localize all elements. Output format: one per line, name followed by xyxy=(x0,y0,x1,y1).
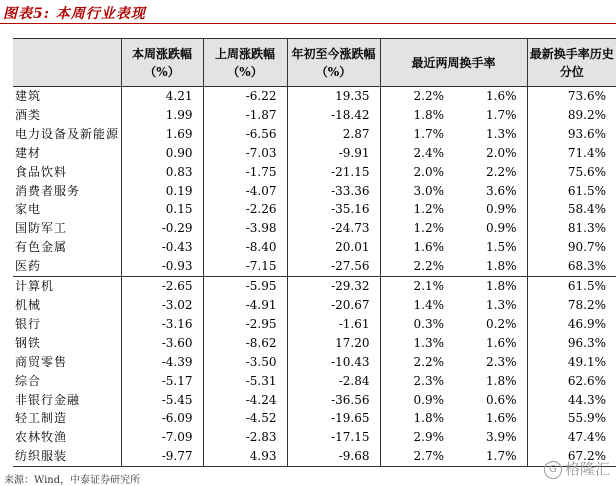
table-row xyxy=(13,409,616,428)
turnover-this-week-cell: 1.6% xyxy=(486,335,517,350)
turnover-percentile-cell: 90.7% xyxy=(527,238,616,257)
turnover-this-week-cell: 0.2% xyxy=(486,316,517,331)
turnover-prev-week-cell: 2.7% xyxy=(380,447,454,466)
turnover-percentile-cell: 61.5% xyxy=(527,182,616,201)
ytd-change-cell: 20.01 xyxy=(287,238,380,257)
table-body xyxy=(13,87,616,467)
industry-name-cell: 商贸零售 xyxy=(15,354,68,369)
industry-name-cell: 机械 xyxy=(15,297,42,312)
turnover-this-week-cell: 1.5% xyxy=(486,240,517,255)
turnover-this-week-cell: 1.3% xyxy=(486,126,517,141)
table-row xyxy=(13,144,616,163)
turnover-percentile-cell: 58.4% xyxy=(527,200,616,219)
turnover-prev-week-cell: 1.6% xyxy=(380,238,454,257)
turnover-this-week-cell: 2.2% xyxy=(486,164,517,179)
last-week-change-cell: -6.22 xyxy=(203,87,287,106)
turnover-this-week-cell: 2.3% xyxy=(486,354,517,369)
last-week-change-cell: -6.56 xyxy=(203,125,287,144)
table-row xyxy=(13,391,616,410)
table-row xyxy=(13,87,616,106)
turnover-prev-week-cell: 2.0% xyxy=(380,163,454,182)
ytd-change-cell: -1.61 xyxy=(287,315,380,334)
ytd-change-cell: 19.35 xyxy=(287,87,380,106)
last-week-change-cell: -2.95 xyxy=(203,315,287,334)
industry-name-cell: 建筑 xyxy=(15,89,42,103)
table-row xyxy=(13,372,616,391)
figure-title: 图表5: 本周行业表现 xyxy=(3,6,146,22)
ytd-change-cell: -19.65 xyxy=(287,409,380,428)
turnover-this-week-cell: 1.8% xyxy=(486,373,517,388)
last-week-change-cell: -1.75 xyxy=(203,163,287,182)
industry-name-cell: 消费者服务 xyxy=(15,183,81,198)
ytd-change-cell: 17.20 xyxy=(287,334,380,353)
week-change-cell: 0.15 xyxy=(121,200,203,219)
week-change-cell: -0.93 xyxy=(121,257,203,276)
turnover-prev-week-cell: 1.3% xyxy=(380,334,454,353)
last-week-change-cell: -7.03 xyxy=(203,144,287,163)
week-change-cell: -3.60 xyxy=(121,334,203,353)
week-change-cell: -2.65 xyxy=(121,277,203,296)
ytd-change-cell: -17.15 xyxy=(287,428,380,447)
turnover-prev-week-cell: 2.3% xyxy=(380,372,454,391)
last-week-change-cell: -4.24 xyxy=(203,391,287,410)
industry-name-cell: 综合 xyxy=(15,373,42,388)
week-change-cell: -0.43 xyxy=(121,238,203,257)
watermark-text: 格隆汇 xyxy=(564,460,610,478)
table-row xyxy=(13,200,616,219)
industry-name-cell: 有色金属 xyxy=(15,240,68,255)
turnover-percentile-cell: 73.6% xyxy=(527,87,616,106)
industry-performance-table xyxy=(13,38,616,467)
turnover-this-week-cell: 1.7% xyxy=(486,107,517,122)
turnover-prev-week-cell: 2.9% xyxy=(380,428,454,447)
turnover-percentile-cell: 46.9% xyxy=(527,315,616,334)
ytd-change-cell: -27.56 xyxy=(287,257,380,276)
turnover-prev-week-cell: 2.4% xyxy=(380,144,454,163)
turnover-percentile-cell: 67.2% xyxy=(527,447,616,466)
ytd-change-cell: -18.42 xyxy=(287,106,380,125)
table-row xyxy=(13,219,616,238)
table-row xyxy=(13,353,616,372)
ytd-change-cell: -33.36 xyxy=(287,182,380,201)
last-week-change-cell: -5.31 xyxy=(203,372,287,391)
header-industry xyxy=(13,39,121,87)
week-change-cell: -7.09 xyxy=(121,428,203,447)
header-ytd-change: 年初至今涨跌幅（%） xyxy=(287,39,380,87)
ytd-change-cell: -36.56 xyxy=(287,391,380,410)
turnover-prev-week-cell: 1.2% xyxy=(380,200,454,219)
turnover-this-week-cell: 1.6% xyxy=(486,411,517,426)
turnover-percentile-cell: 78.2% xyxy=(527,296,616,315)
turnover-this-week-cell: 3.9% xyxy=(486,430,517,445)
week-change-cell: 1.99 xyxy=(121,106,203,125)
turnover-percentile-cell: 49.1% xyxy=(527,353,616,372)
table-row xyxy=(13,315,616,334)
header-turnover-percentile: 最新换手率历史分位 xyxy=(527,39,616,87)
last-week-change-cell: -3.50 xyxy=(203,353,287,372)
table-row xyxy=(13,238,616,257)
turnover-prev-week-cell: 3.0% xyxy=(380,182,454,201)
industry-name-cell: 钢铁 xyxy=(15,335,42,350)
turnover-this-week-cell: 1.8% xyxy=(454,277,527,296)
table-row xyxy=(13,163,616,182)
title-divider xyxy=(0,23,616,24)
last-week-change-cell: -4.91 xyxy=(203,296,287,315)
week-change-cell: -3.02 xyxy=(121,296,203,315)
turnover-this-week-cell: 2.0% xyxy=(486,145,517,160)
turnover-this-week-cell: 1.6% xyxy=(486,89,517,103)
industry-name-cell: 轻工制造 xyxy=(15,411,68,426)
last-week-change-cell: -5.95 xyxy=(203,277,287,296)
week-change-cell: 0.19 xyxy=(121,182,203,201)
turnover-percentile-cell: 96.3% xyxy=(527,334,616,353)
ytd-change-cell: -29.32 xyxy=(287,277,380,296)
turnover-this-week-cell: 0.9% xyxy=(486,202,517,217)
ytd-change-cell: -9.68 xyxy=(287,447,380,466)
week-change-cell: 1.69 xyxy=(121,125,203,144)
watermark-logo-icon: G xyxy=(544,461,562,479)
turnover-prev-week-cell: 1.8% xyxy=(380,409,454,428)
industry-name-cell: 计算机 xyxy=(13,277,121,296)
ytd-change-cell: -20.67 xyxy=(287,296,380,315)
turnover-this-week-cell: 0.6% xyxy=(486,392,517,407)
turnover-prev-week-cell: 1.2% xyxy=(380,219,454,238)
header-week-change: 本周涨跌幅（%） xyxy=(121,39,203,87)
turnover-this-week-cell: 1.7% xyxy=(454,447,527,466)
last-week-change-cell: -2.26 xyxy=(203,200,287,219)
turnover-prev-week-cell: 1.8% xyxy=(380,106,454,125)
turnover-percentile-cell: 62.6% xyxy=(527,372,616,391)
last-week-change-cell: -1.87 xyxy=(203,106,287,125)
ytd-change-cell: -9.91 xyxy=(287,144,380,163)
watermark xyxy=(544,458,610,479)
week-change-cell: 0.90 xyxy=(121,144,203,163)
turnover-this-week-cell: 0.9% xyxy=(486,221,517,236)
industry-name-cell: 酒类 xyxy=(15,107,42,122)
last-week-change-cell: -4.07 xyxy=(203,182,287,201)
turnover-prev-week-cell: 1.7% xyxy=(380,125,454,144)
turnover-percentile-cell: 81.3% xyxy=(527,219,616,238)
turnover-prev-week-cell: 2.2% xyxy=(380,257,454,276)
ytd-change-cell: -10.43 xyxy=(287,353,380,372)
turnover-percentile-cell: 55.9% xyxy=(527,409,616,428)
last-week-change-cell: -7.15 xyxy=(203,257,287,276)
week-change-cell: -0.29 xyxy=(121,219,203,238)
turnover-this-week-cell: 1.8% xyxy=(486,259,517,274)
industry-name-cell: 农林牧渔 xyxy=(15,430,68,445)
ytd-change-cell: 2.87 xyxy=(287,125,380,144)
turnover-percentile-cell: 89.2% xyxy=(527,106,616,125)
week-change-cell: -6.09 xyxy=(121,409,203,428)
table-row xyxy=(13,428,616,447)
turnover-percentile-cell: 61.5% xyxy=(527,277,616,296)
table-row xyxy=(13,296,616,315)
turnover-percentile-cell: 68.3% xyxy=(527,257,616,276)
week-change-cell: 4.21 xyxy=(121,87,203,106)
table-row xyxy=(13,257,616,276)
ytd-change-cell: -2.84 xyxy=(287,372,380,391)
table-row xyxy=(13,334,616,353)
industry-name-cell: 家电 xyxy=(15,202,42,217)
turnover-percentile-cell: 75.6% xyxy=(527,163,616,182)
turnover-prev-week-cell: 2.2% xyxy=(380,353,454,372)
ytd-change-cell: -35.16 xyxy=(287,200,380,219)
last-week-change-cell: -8.62 xyxy=(203,334,287,353)
table-row xyxy=(13,106,616,125)
turnover-prev-week-cell: 0.9% xyxy=(380,391,454,410)
week-change-cell: -4.39 xyxy=(121,353,203,372)
turnover-this-week-cell: 3.6% xyxy=(486,183,517,198)
header-last-week-change: 上周涨跌幅（%） xyxy=(203,39,287,87)
industry-name-cell: 非银行金融 xyxy=(15,392,81,407)
industry-name-cell: 国防军工 xyxy=(15,221,68,236)
industry-name-cell: 建材 xyxy=(15,145,42,160)
industry-name-cell: 电力设备及新能源 xyxy=(15,126,120,141)
last-week-change-cell: 4.93 xyxy=(203,447,287,466)
table-header-row xyxy=(13,39,616,87)
week-change-cell: -5.45 xyxy=(121,391,203,410)
turnover-percentile-cell: 44.3% xyxy=(527,391,616,410)
last-week-change-cell: -4.52 xyxy=(203,409,287,428)
week-change-cell: 0.83 xyxy=(121,163,203,182)
turnover-percentile-cell: 71.4% xyxy=(527,144,616,163)
industry-name-cell: 银行 xyxy=(15,316,42,331)
industry-name-cell: 医药 xyxy=(15,259,42,274)
turnover-prev-week-cell: 2.2% xyxy=(380,87,454,106)
ytd-change-cell: -24.73 xyxy=(287,219,380,238)
table-row xyxy=(13,125,616,144)
table-row xyxy=(13,447,616,466)
industry-name-cell: 食品饮料 xyxy=(15,164,68,179)
turnover-this-week-cell: 1.3% xyxy=(486,297,517,312)
ytd-change-cell: -21.15 xyxy=(287,163,380,182)
turnover-prev-week-cell: 2.1% xyxy=(380,277,454,296)
last-week-change-cell: -8.40 xyxy=(203,238,287,257)
week-change-cell: -9.77 xyxy=(121,447,203,466)
turnover-prev-week-cell: 0.3% xyxy=(380,315,454,334)
turnover-percentile-cell: 93.6% xyxy=(527,125,616,144)
turnover-percentile-cell: 47.4% xyxy=(527,428,616,447)
industry-name-cell: 纺织服装 xyxy=(13,447,121,466)
header-two-week-turnover: 最近两周换手率 xyxy=(380,39,527,87)
table-row xyxy=(13,277,616,296)
source-note: 来源：Wind，中泰证券研究所 xyxy=(4,475,141,486)
week-change-cell: -3.16 xyxy=(121,315,203,334)
week-change-cell: -5.17 xyxy=(121,372,203,391)
table-row xyxy=(13,182,616,201)
last-week-change-cell: -3.98 xyxy=(203,219,287,238)
last-week-change-cell: -2.83 xyxy=(203,428,287,447)
turnover-prev-week-cell: 1.4% xyxy=(380,296,454,315)
